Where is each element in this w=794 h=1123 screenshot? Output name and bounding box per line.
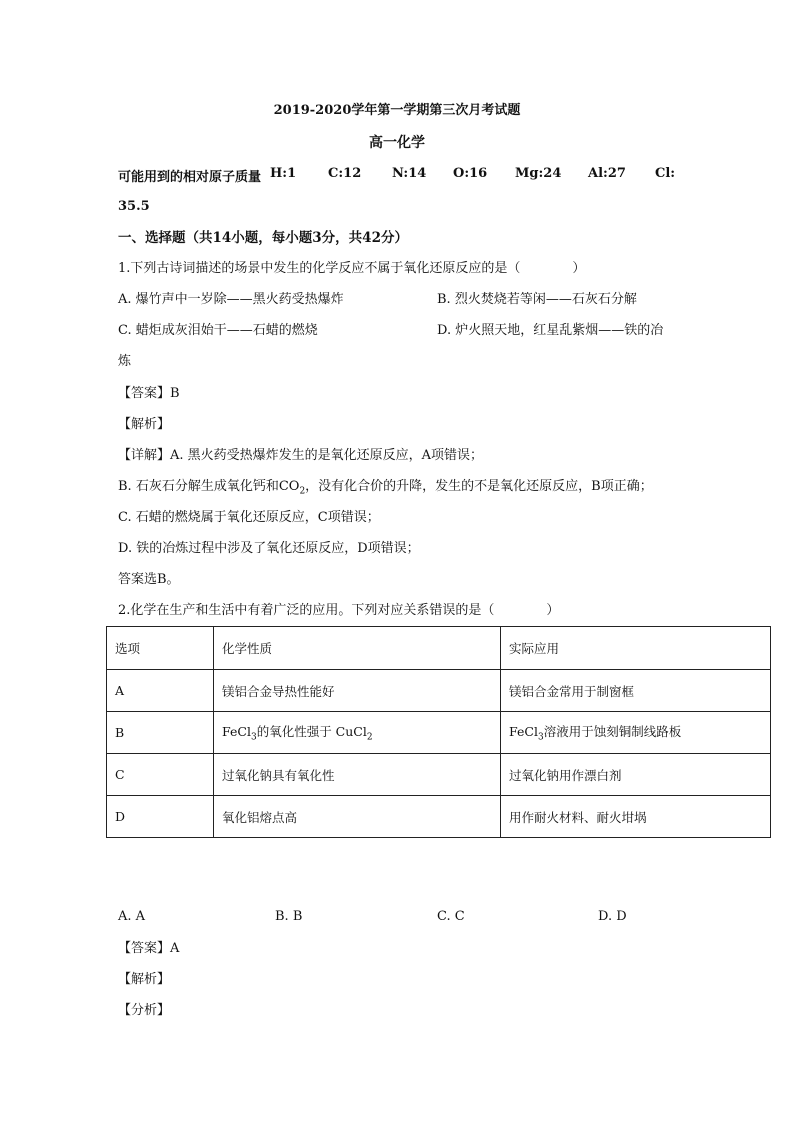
atomic-mass-cont: 35.5 <box>118 199 150 214</box>
q2-analysis-heading: 【解析】 <box>118 972 171 987</box>
q2-stem: 2.化学在生产和生活中有着广泛的应用。下列对应关系错误的是（ ） <box>118 603 560 618</box>
header-option: 选项 <box>107 627 214 670</box>
q2-choice-c: C. C <box>437 909 465 924</box>
q1-stem: 1.下列古诗词描述的场景中发生的化学反应不属于氧化还原反应的是（ ） <box>118 261 586 276</box>
mass-mg: Mg:24 <box>515 166 562 181</box>
q2-choice-d: D. D <box>598 909 627 924</box>
exam-subject: 高一化学 <box>369 135 425 151</box>
atomic-mass-label: 可能用到的相对原子质量 <box>118 170 262 185</box>
q1-detail-b-text: B. 石灰石分解生成氧化钙和CO <box>118 479 300 494</box>
q2-fenxi-heading: 【分析】 <box>118 1003 171 1018</box>
table-row <box>107 712 771 754</box>
q1-option-c: C. 蜡炬成灰泪始干——石蜡的燃烧 <box>118 323 318 338</box>
q1-detail-c: C. 石蜡的燃烧属于氧化还原反应，C项错误； <box>118 510 380 525</box>
row-application: 过氧化钠用作漂白剂 <box>501 754 771 796</box>
row-property <box>214 712 501 754</box>
property-text: FeCl <box>222 724 251 740</box>
q1-option-b: B. 烈火焚烧若等闲——石灰石分解 <box>437 292 637 307</box>
header-property: 化学性质 <box>214 627 501 670</box>
q1-answer: 【答案】B <box>118 386 180 401</box>
q1-conclusion: 答案选B。 <box>118 572 180 587</box>
row-option: B <box>107 712 214 754</box>
row-option: C <box>107 754 214 796</box>
property-sub: 3 <box>250 732 257 743</box>
row-application <box>501 712 771 754</box>
row-option: D <box>107 796 214 838</box>
mass-o: O:16 <box>453 166 488 181</box>
mass-n: N:14 <box>392 166 427 181</box>
table-row <box>107 796 771 838</box>
q1-option-d-cont: 炼 <box>118 354 132 369</box>
application-text2: 溶液用于蚀刻铜制线路板 <box>543 724 682 740</box>
table-row <box>107 670 771 712</box>
row-property: 氧化铝熔点高 <box>214 796 501 838</box>
property-text2: 的氧化性强于 CuCl <box>256 724 367 740</box>
mass-cl: Cl: <box>655 166 676 181</box>
q1-option-a: A. 爆竹声中一岁除——黑火药受热爆炸 <box>118 292 344 307</box>
mass-al: Al:27 <box>588 166 626 181</box>
property-sub2: 2 <box>366 732 373 743</box>
q1-detail-d: D. 铁的冶炼过程中涉及了氧化还原反应，D项错误； <box>118 541 420 556</box>
table-header-row <box>107 627 771 670</box>
table-row <box>107 754 771 796</box>
q1-detail-a: 【详解】A. 黑火药受热爆炸发生的是氧化还原反应，A项错误； <box>118 448 484 463</box>
mass-h: H:1 <box>270 166 297 181</box>
section-title: 一、选择题（共14小题，每小题3分，共42分） <box>118 230 408 246</box>
row-property: 镁铝合金导热性能好 <box>214 670 501 712</box>
application-text: FeCl <box>509 724 538 740</box>
row-property: 过氧化钠具有氧化性 <box>214 754 501 796</box>
application-sub: 3 <box>537 732 544 743</box>
q1-analysis-heading: 【解析】 <box>118 417 171 432</box>
row-application: 镁铝合金常用于制窗框 <box>501 670 771 712</box>
q2-table <box>106 626 771 838</box>
header-application: 实际应用 <box>501 627 771 670</box>
q1-detail-b-text2: ，没有化合价的升降，发生的不是氧化还原反应，B项正确； <box>305 479 653 494</box>
q1-detail-b <box>118 478 653 501</box>
q2-choice-b: B. B <box>275 909 303 924</box>
exam-title: 2019-2020学年第一学期第三次月考试题 <box>273 103 521 118</box>
q1-option-d: D. 炉火照天地，红星乱紫烟——铁的冶 <box>437 323 664 338</box>
mass-c: C:12 <box>328 166 362 181</box>
q1-detail-b-sub: 2 <box>299 486 306 497</box>
q2-choice-a: A. A <box>118 909 146 924</box>
q2-answer: 【答案】A <box>118 941 180 956</box>
row-option: A <box>107 670 214 712</box>
row-application: 用作耐火材料、耐火坩埚 <box>501 796 771 838</box>
